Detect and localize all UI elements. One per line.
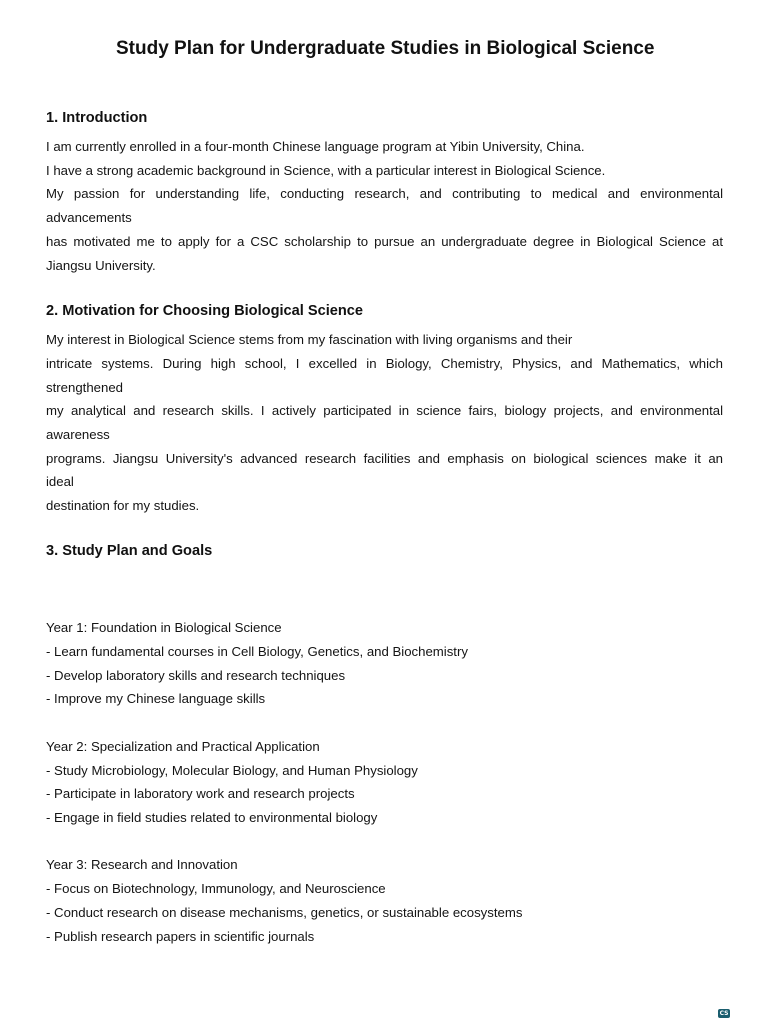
paragraph-line: awareness [46, 427, 110, 442]
list-item: - Engage in field studies related to environmental biology [46, 810, 378, 825]
paragraph-line: advancements [46, 210, 132, 225]
paragraph-line: has motivated me to apply for a CSC scholarship to pursue an undergraduate degree in Biological Science at [46, 234, 723, 249]
section-heading-motivation: 2. Motivation for Choosing Biological Science [46, 303, 364, 319]
list-item: - Study Microbiology, Molecular Biology, and Human Physiology [46, 763, 418, 778]
paragraph-line: I am currently enrolled in a four-month Chinese language program at Yibin University, China. [46, 139, 585, 154]
paragraph-line: programs. Jiangsu University's advanced research facilities and emphasis on biological sciences make it an [46, 451, 723, 466]
list-item: - Participate in laboratory work and research projects [46, 786, 355, 801]
section-heading-introduction: 1. Introduction [46, 110, 148, 126]
paragraph-line: I have a strong academic background in Science, with a particular interest in Biological Science. [46, 163, 606, 178]
list-item: - Conduct research on disease mechanisms, genetics, or sustainable ecosystems [46, 905, 523, 920]
camscanner-logo: CS [719, 1010, 729, 1017]
year-title: Year 1: Foundation in Biological Science [46, 620, 282, 635]
year-title: Year 2: Specialization and Practical Application [46, 739, 320, 754]
year-title: Year 3: Research and Innovation [46, 857, 238, 872]
paragraph-line: my analytical and research skills. I actively participated in science fairs, biology projects, and environmental [46, 403, 723, 418]
paragraph-line: strengthened [46, 380, 123, 395]
list-item: - Develop laboratory skills and research techniques [46, 668, 346, 683]
list-item: - Focus on Biotechnology, Immunology, and Neuroscience [46, 881, 386, 896]
list-item: - Publish research papers in scientific journals [46, 929, 315, 944]
paragraph-line: intricate systems. During high school, I excelled in Biology, Chemistry, Physics, and Mathematics, which [46, 356, 723, 371]
paragraph-line: My interest in Biological Science stems from my fascination with living organisms and their [46, 332, 573, 347]
paragraph-line: Jiangsu University. [46, 258, 156, 273]
page-title: Study Plan for Undergraduate Studies in Biological Science [116, 38, 655, 59]
list-item: - Learn fundamental courses in Cell Biology, Genetics, and Biochemistry [46, 644, 468, 659]
paragraph-line: ideal [46, 474, 74, 489]
paragraph-line: destination for my studies. [46, 498, 200, 513]
section-heading-study-plan: 3. Study Plan and Goals [46, 543, 213, 559]
paragraph-line: My passion for understanding life, conducting research, and contributing to medical and environmental [46, 186, 723, 201]
list-item: - Improve my Chinese language skills [46, 691, 266, 706]
